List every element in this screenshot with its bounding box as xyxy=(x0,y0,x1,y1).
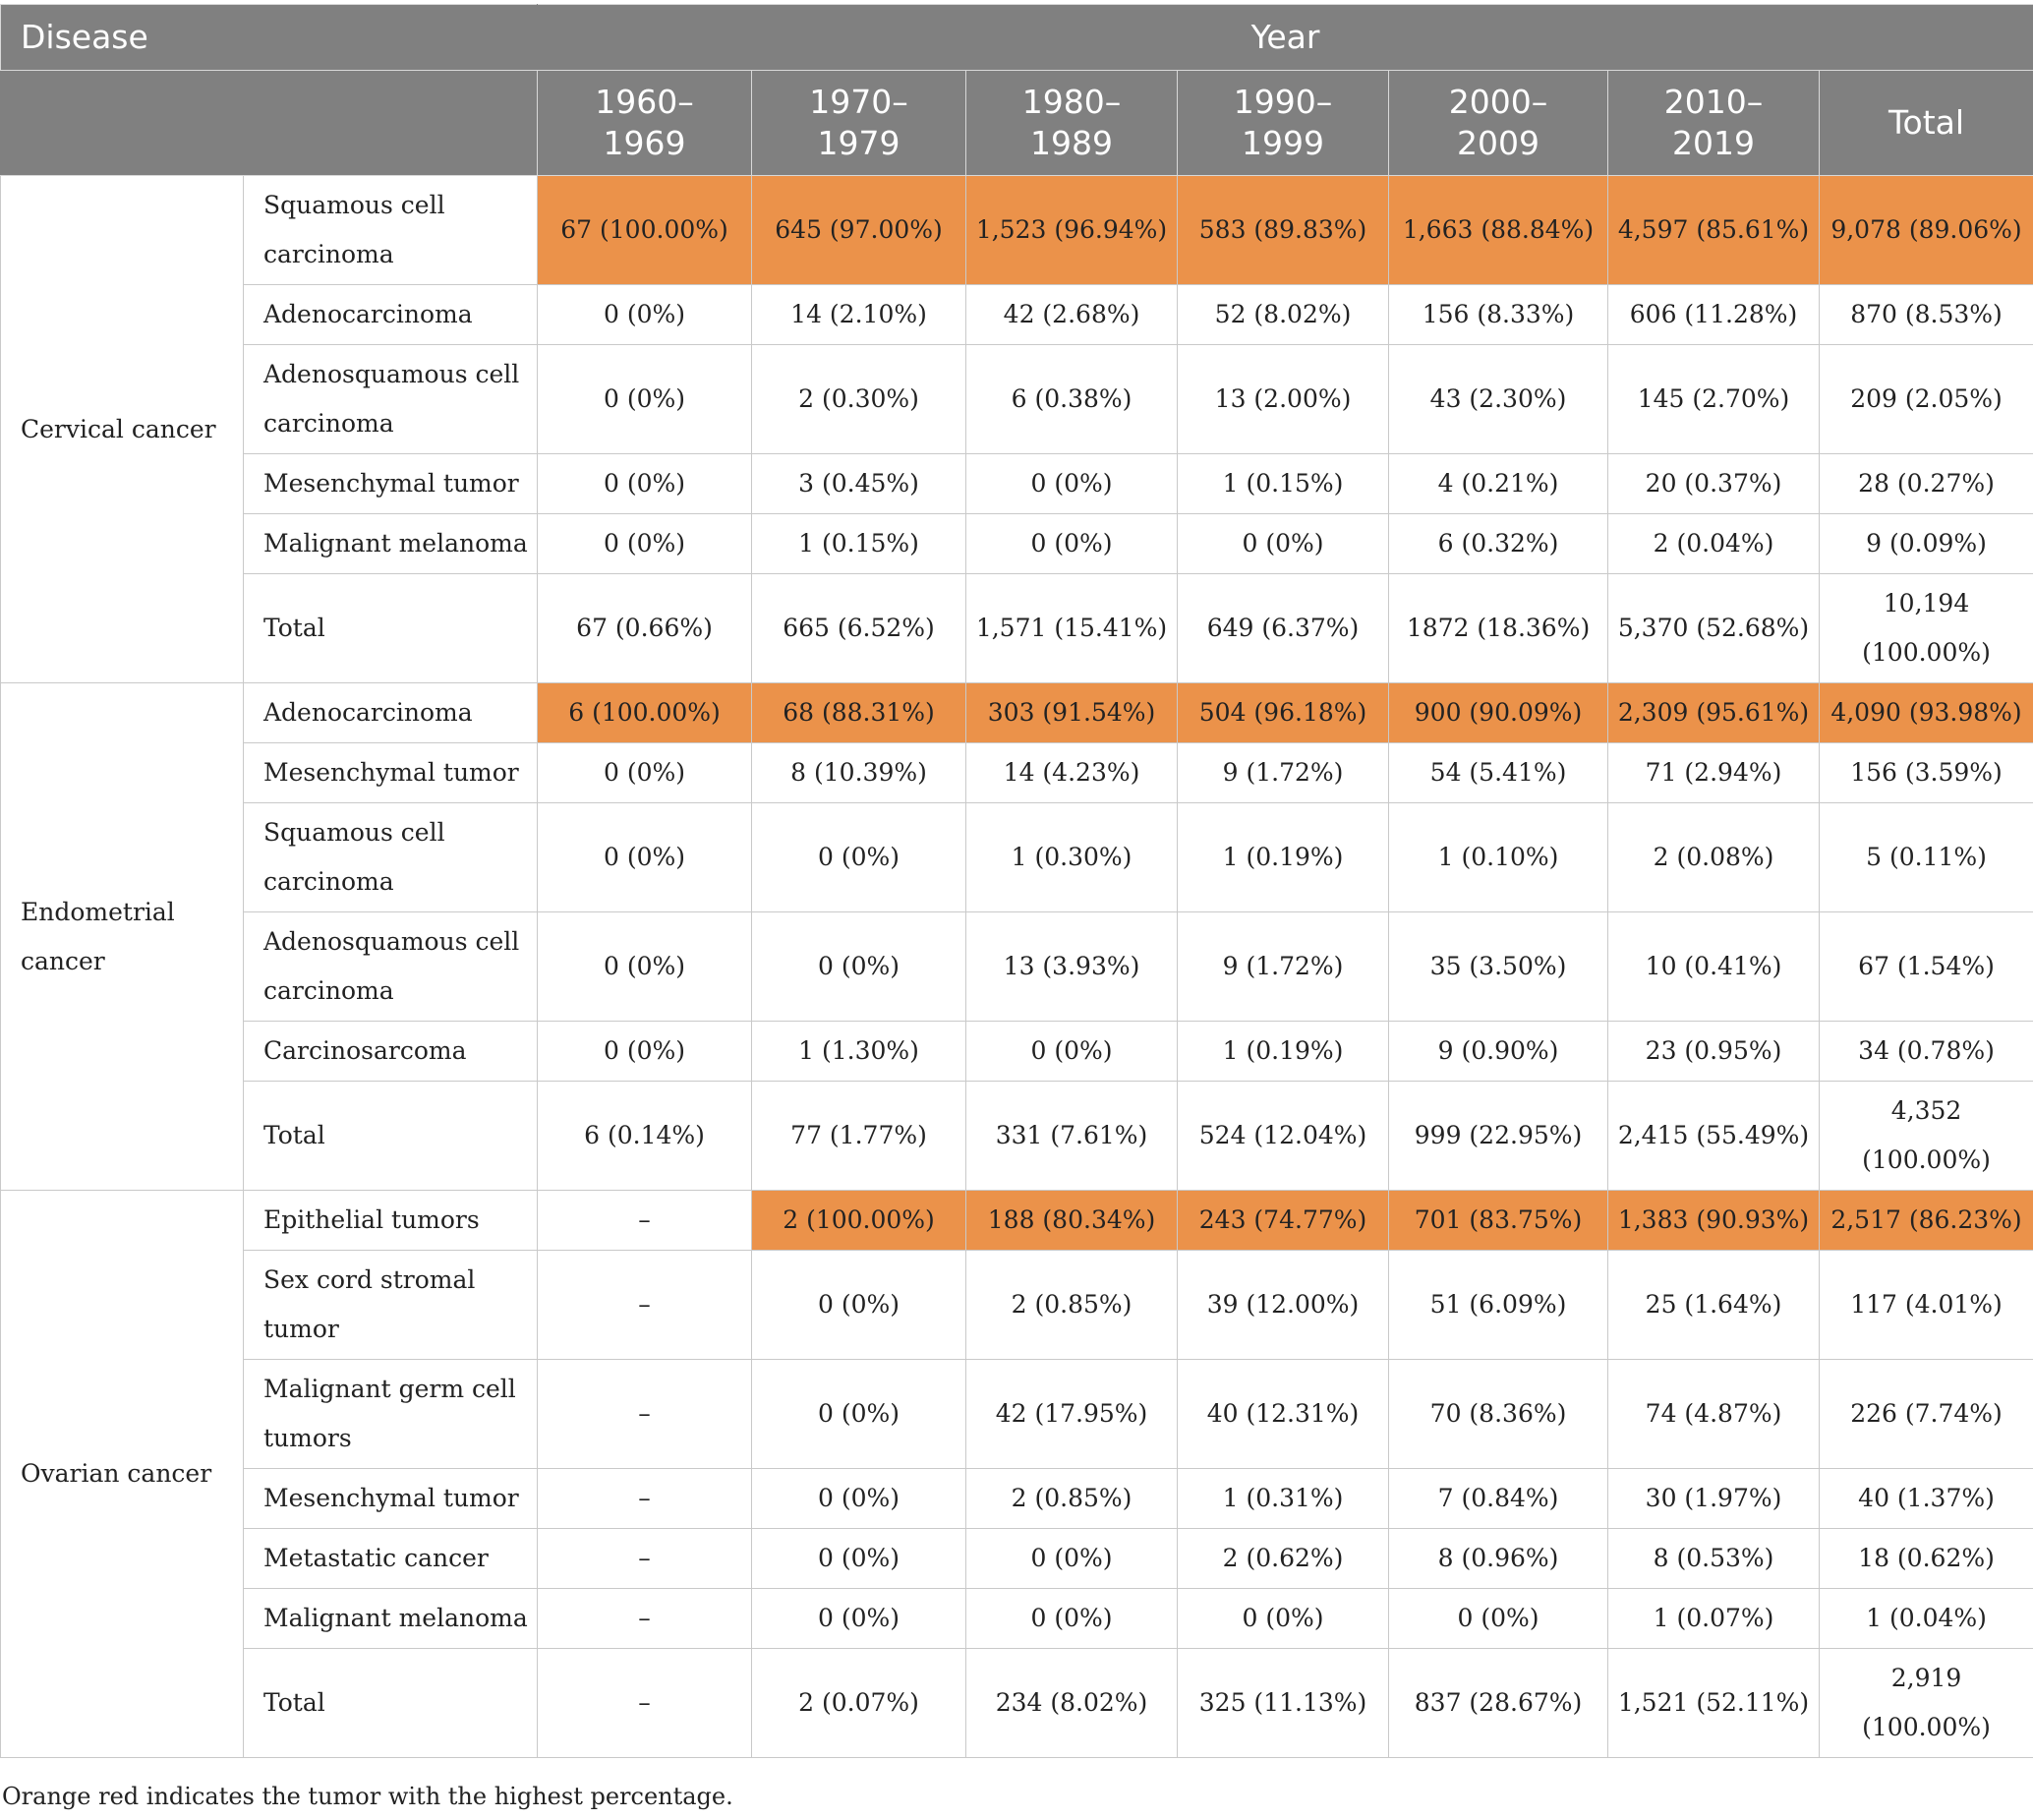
value-cell: 0 (0%) xyxy=(538,1022,752,1082)
value-cell: – xyxy=(538,1649,752,1758)
value-cell: 71 (2.94%) xyxy=(1608,743,1820,803)
value-cell: 54 (5.41%) xyxy=(1389,743,1608,803)
value-cell: 0 (0%) xyxy=(966,454,1178,514)
value-cell: 1 (1.30%) xyxy=(752,1022,966,1082)
value-cell: 331 (7.61%) xyxy=(966,1082,1178,1191)
total-value-cell: 67 (1.54%) xyxy=(1820,912,2033,1022)
tumor-type-label: Carcinosarcoma xyxy=(244,1022,538,1082)
value-cell: 51 (6.09%) xyxy=(1389,1251,1608,1360)
total-value-cell: 2,919 (100.00%) xyxy=(1820,1649,2033,1758)
tumor-type-label: Squamous cell carcinoma xyxy=(244,176,538,285)
tumor-type-label: Adenocarcinoma xyxy=(244,285,538,345)
period-header: 1960– 1969 xyxy=(538,71,752,176)
value-cell: 2 (0.08%) xyxy=(1608,803,1820,912)
header-row-periods xyxy=(1,71,2033,176)
value-cell: 234 (8.02%) xyxy=(966,1649,1178,1758)
value-cell: 2 (0.07%) xyxy=(752,1649,966,1758)
value-cell: – xyxy=(538,1251,752,1360)
total-value-cell: 9,078 (89.06%) xyxy=(1820,176,2033,285)
table-row xyxy=(1,803,2033,912)
table-row xyxy=(1,176,2033,285)
tumor-type-label: Malignant germ cell tumors xyxy=(244,1360,538,1469)
value-cell: 9 (1.72%) xyxy=(1178,743,1389,803)
table-row xyxy=(1,743,2033,803)
value-cell: 23 (0.95%) xyxy=(1608,1022,1820,1082)
value-cell: 1,663 (88.84%) xyxy=(1389,176,1608,285)
total-value-cell: 2,517 (86.23%) xyxy=(1820,1191,2033,1251)
tumor-type-label: Adenocarcinoma xyxy=(244,683,538,743)
tumor-type-label: Mesenchymal tumor xyxy=(244,743,538,803)
table-row xyxy=(1,285,2033,345)
value-cell: 30 (1.97%) xyxy=(1608,1469,1820,1529)
tumor-type-label: Sex cord stromal tumor xyxy=(244,1251,538,1360)
period-header: Total xyxy=(1820,71,2033,176)
total-value-cell: 870 (8.53%) xyxy=(1820,285,2033,345)
table-row xyxy=(1,1469,2033,1529)
tumor-type-label: Mesenchymal tumor xyxy=(244,1469,538,1529)
value-cell: 1 (0.15%) xyxy=(752,514,966,574)
period-header: 1980– 1989 xyxy=(966,71,1178,176)
period-header: 2000– 2009 xyxy=(1389,71,1608,176)
value-cell: 524 (12.04%) xyxy=(1178,1082,1389,1191)
period-header: 1970– 1979 xyxy=(752,71,966,176)
value-cell: 6 (0.38%) xyxy=(966,345,1178,454)
value-cell: 10 (0.41%) xyxy=(1608,912,1820,1022)
value-cell: 999 (22.95%) xyxy=(1389,1082,1608,1191)
value-cell: 1 (0.30%) xyxy=(966,803,1178,912)
total-value-cell: 18 (0.62%) xyxy=(1820,1529,2033,1589)
value-cell: 0 (0%) xyxy=(966,1022,1178,1082)
tumor-type-label: Mesenchymal tumor xyxy=(244,454,538,514)
value-cell: 1,571 (15.41%) xyxy=(966,574,1178,683)
value-cell: 74 (4.87%) xyxy=(1608,1360,1820,1469)
table-row xyxy=(1,1589,2033,1649)
value-cell: 13 (3.93%) xyxy=(966,912,1178,1022)
value-cell: 0 (0%) xyxy=(752,1251,966,1360)
tumor-type-label: Total xyxy=(244,574,538,683)
total-value-cell: 1 (0.04%) xyxy=(1820,1589,2033,1649)
disease-group-label: Cervical cancer xyxy=(1,176,244,683)
year-header: Year xyxy=(538,5,2033,71)
disease-group-label: Ovarian cancer xyxy=(1,1191,244,1758)
value-cell: 0 (0%) xyxy=(966,1529,1178,1589)
value-cell: 0 (0%) xyxy=(538,803,752,912)
value-cell: 2 (100.00%) xyxy=(752,1191,966,1251)
value-cell: 8 (0.96%) xyxy=(1389,1529,1608,1589)
total-value-cell: 117 (4.01%) xyxy=(1820,1251,2033,1360)
value-cell: 606 (11.28%) xyxy=(1608,285,1820,345)
value-cell: 2 (0.30%) xyxy=(752,345,966,454)
table-row xyxy=(1,345,2033,454)
value-cell: 25 (1.64%) xyxy=(1608,1251,1820,1360)
value-cell: 8 (0.53%) xyxy=(1608,1529,1820,1589)
value-cell: 20 (0.37%) xyxy=(1608,454,1820,514)
value-cell: 39 (12.00%) xyxy=(1178,1251,1389,1360)
value-cell: 1,383 (90.93%) xyxy=(1608,1191,1820,1251)
tumor-type-label: Squamous cell carcinoma xyxy=(244,803,538,912)
value-cell: 9 (0.90%) xyxy=(1389,1022,1608,1082)
value-cell: 1 (0.07%) xyxy=(1608,1589,1820,1649)
value-cell: 52 (8.02%) xyxy=(1178,285,1389,345)
total-value-cell: 156 (3.59%) xyxy=(1820,743,2033,803)
total-value-cell: 34 (0.78%) xyxy=(1820,1022,2033,1082)
value-cell: 0 (0%) xyxy=(538,912,752,1022)
table-row xyxy=(1,514,2033,574)
table-row xyxy=(1,1360,2033,1469)
value-cell: 0 (0%) xyxy=(752,1360,966,1469)
value-cell: 0 (0%) xyxy=(538,743,752,803)
tumor-type-label: Epithelial tumors xyxy=(244,1191,538,1251)
tumor-type-label: Metastatic cancer xyxy=(244,1529,538,1589)
value-cell: 0 (0%) xyxy=(538,454,752,514)
disease-header: Disease xyxy=(1,5,538,71)
value-cell: 0 (0%) xyxy=(538,345,752,454)
period-header: 1990– 1999 xyxy=(1178,71,1389,176)
value-cell: – xyxy=(538,1469,752,1529)
tumor-type-label: Malignant melanoma xyxy=(244,1589,538,1649)
value-cell: – xyxy=(538,1529,752,1589)
period-header: 2010– 2019 xyxy=(1608,71,1820,176)
value-cell: 5,370 (52.68%) xyxy=(1608,574,1820,683)
table-header xyxy=(1,5,2033,176)
value-cell: 504 (96.18%) xyxy=(1178,683,1389,743)
value-cell: 303 (91.54%) xyxy=(966,683,1178,743)
value-cell: 2,415 (55.49%) xyxy=(1608,1082,1820,1191)
table-row xyxy=(1,574,2033,683)
value-cell: 67 (100.00%) xyxy=(538,176,752,285)
value-cell: 1872 (18.36%) xyxy=(1389,574,1608,683)
total-value-cell: 9 (0.09%) xyxy=(1820,514,2033,574)
value-cell: 0 (0%) xyxy=(1178,1589,1389,1649)
total-value-cell: 10,194 (100.00%) xyxy=(1820,574,2033,683)
table-row xyxy=(1,1191,2033,1251)
table-row xyxy=(1,1649,2033,1758)
value-cell: 3 (0.45%) xyxy=(752,454,966,514)
value-cell: 14 (2.10%) xyxy=(752,285,966,345)
tumor-distribution-table xyxy=(0,4,2033,1758)
tumor-type-label: Adenosquamous cell carcinoma xyxy=(244,912,538,1022)
value-cell: 649 (6.37%) xyxy=(1178,574,1389,683)
value-cell: 13 (2.00%) xyxy=(1178,345,1389,454)
value-cell: 1,521 (52.11%) xyxy=(1608,1649,1820,1758)
value-cell: 188 (80.34%) xyxy=(966,1191,1178,1251)
value-cell: 1 (0.31%) xyxy=(1178,1469,1389,1529)
value-cell: 0 (0%) xyxy=(966,514,1178,574)
table-row xyxy=(1,1251,2033,1360)
total-value-cell: 28 (0.27%) xyxy=(1820,454,2033,514)
total-value-cell: 209 (2.05%) xyxy=(1820,345,2033,454)
value-cell: 2 (0.85%) xyxy=(966,1251,1178,1360)
value-cell: 42 (17.95%) xyxy=(966,1360,1178,1469)
value-cell: 7 (0.84%) xyxy=(1389,1469,1608,1529)
table-row xyxy=(1,1082,2033,1191)
value-cell: 583 (89.83%) xyxy=(1178,176,1389,285)
total-value-cell: 226 (7.74%) xyxy=(1820,1360,2033,1469)
value-cell: 1 (0.10%) xyxy=(1389,803,1608,912)
value-cell: 0 (0%) xyxy=(752,1529,966,1589)
value-cell: 1 (0.19%) xyxy=(1178,803,1389,912)
footnote: Orange red indicates the tumor with the highest percentage. xyxy=(2,1783,733,1810)
value-cell: – xyxy=(538,1360,752,1469)
value-cell: 2 (0.62%) xyxy=(1178,1529,1389,1589)
value-cell: 4 (0.21%) xyxy=(1389,454,1608,514)
value-cell: 9 (1.72%) xyxy=(1178,912,1389,1022)
value-cell: 156 (8.33%) xyxy=(1389,285,1608,345)
value-cell: 0 (0%) xyxy=(1178,514,1389,574)
value-cell: 40 (12.31%) xyxy=(1178,1360,1389,1469)
total-value-cell: 4,352 (100.00%) xyxy=(1820,1082,2033,1191)
value-cell: 2 (0.85%) xyxy=(966,1469,1178,1529)
value-cell: 0 (0%) xyxy=(752,1589,966,1649)
value-cell: 0 (0%) xyxy=(966,1589,1178,1649)
value-cell: 1 (0.19%) xyxy=(1178,1022,1389,1082)
value-cell: 1,523 (96.94%) xyxy=(966,176,1178,285)
value-cell: 665 (6.52%) xyxy=(752,574,966,683)
blank-header-cell xyxy=(1,71,538,176)
value-cell: 0 (0%) xyxy=(752,1469,966,1529)
value-cell: 4,597 (85.61%) xyxy=(1608,176,1820,285)
total-value-cell: 40 (1.37%) xyxy=(1820,1469,2033,1529)
value-cell: 243 (74.77%) xyxy=(1178,1191,1389,1251)
total-value-cell: 5 (0.11%) xyxy=(1820,803,2033,912)
value-cell: 42 (2.68%) xyxy=(966,285,1178,345)
value-cell: 14 (4.23%) xyxy=(966,743,1178,803)
value-cell: 0 (0%) xyxy=(538,514,752,574)
table-body xyxy=(1,176,2033,1758)
header-row-year xyxy=(1,5,2033,71)
value-cell: 0 (0%) xyxy=(1389,1589,1608,1649)
disease-group-label: Endometrial cancer xyxy=(1,683,244,1191)
value-cell: 2 (0.04%) xyxy=(1608,514,1820,574)
value-cell: 325 (11.13%) xyxy=(1178,1649,1389,1758)
value-cell: – xyxy=(538,1589,752,1649)
value-cell: 70 (8.36%) xyxy=(1389,1360,1608,1469)
total-value-cell: 4,090 (93.98%) xyxy=(1820,683,2033,743)
tumor-type-label: Total xyxy=(244,1649,538,1758)
table-row xyxy=(1,1022,2033,1082)
tumor-type-label: Total xyxy=(244,1082,538,1191)
value-cell: 0 (0%) xyxy=(752,912,966,1022)
value-cell: 2,309 (95.61%) xyxy=(1608,683,1820,743)
value-cell: 1 (0.15%) xyxy=(1178,454,1389,514)
value-cell: 68 (88.31%) xyxy=(752,683,966,743)
tumor-type-label: Malignant melanoma xyxy=(244,514,538,574)
value-cell: 701 (83.75%) xyxy=(1389,1191,1608,1251)
value-cell: 837 (28.67%) xyxy=(1389,1649,1608,1758)
value-cell: 900 (90.09%) xyxy=(1389,683,1608,743)
table-row xyxy=(1,912,2033,1022)
value-cell: 6 (0.32%) xyxy=(1389,514,1608,574)
value-cell: 67 (0.66%) xyxy=(538,574,752,683)
value-cell: 645 (97.00%) xyxy=(752,176,966,285)
value-cell: 43 (2.30%) xyxy=(1389,345,1608,454)
table-row xyxy=(1,454,2033,514)
tumor-type-label: Adenosquamous cell carcinoma xyxy=(244,345,538,454)
value-cell: 145 (2.70%) xyxy=(1608,345,1820,454)
value-cell: 77 (1.77%) xyxy=(752,1082,966,1191)
value-cell: 0 (0%) xyxy=(752,803,966,912)
value-cell: 6 (0.14%) xyxy=(538,1082,752,1191)
value-cell: 6 (100.00%) xyxy=(538,683,752,743)
value-cell: 8 (10.39%) xyxy=(752,743,966,803)
value-cell: 0 (0%) xyxy=(538,285,752,345)
table-row xyxy=(1,1529,2033,1589)
value-cell: – xyxy=(538,1191,752,1251)
table-row xyxy=(1,683,2033,743)
value-cell: 35 (3.50%) xyxy=(1389,912,1608,1022)
